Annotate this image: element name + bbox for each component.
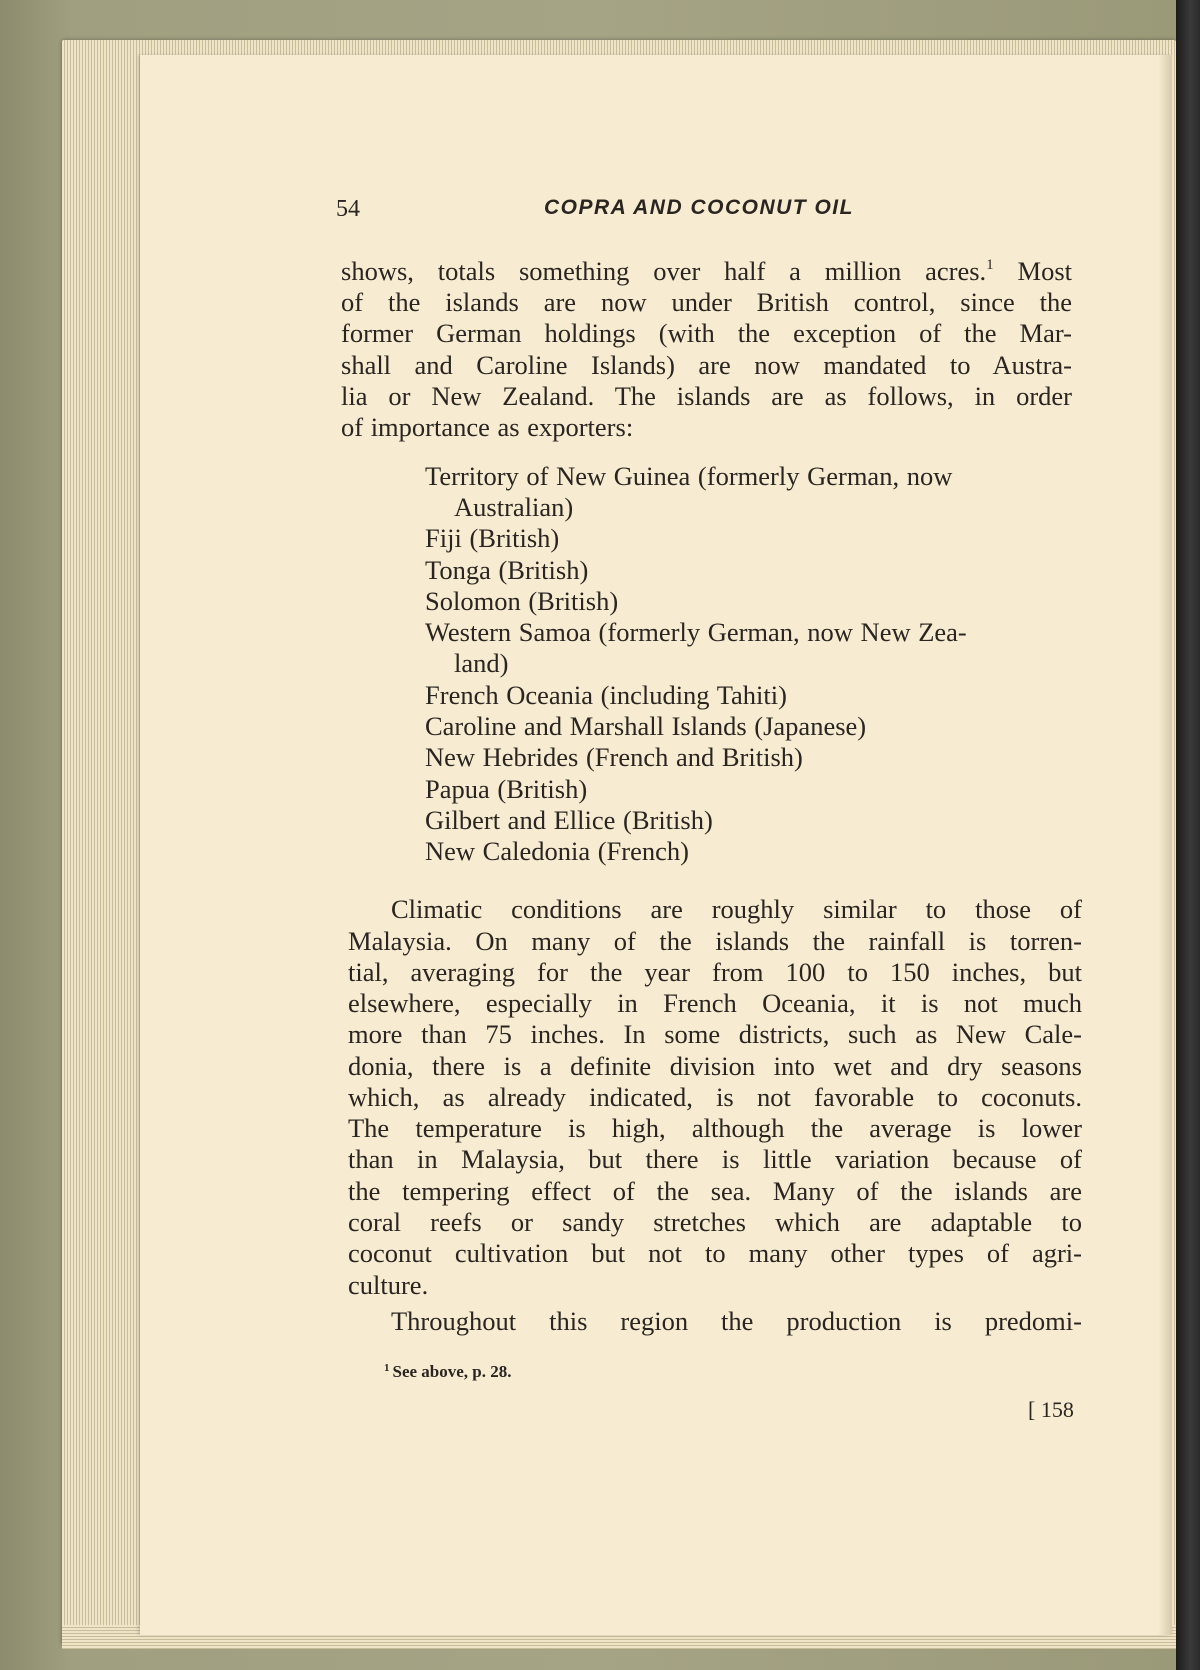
list-item: Western Samoa (formerly German, now New Zea- [425,617,967,647]
paragraph-1-line: shall and Caroline Islands) are now mandated to Austra- [341,350,1072,380]
list-item: Caroline and Marshall Islands (Japanese) [425,711,867,741]
list-item: New Caledonia (French) [425,836,689,866]
paragraph-1-line: former German holdings (with the exception of the Mar- [341,318,1072,348]
page-gutter-shadow [1158,55,1172,1635]
running-title: COPRA AND COCONUT OIL [544,196,854,219]
paragraph-1-line: shows, totals something over half a million acres.$^1$ Most [341,256,1072,286]
page-number: 54 [336,196,360,222]
paragraph-2-line: culture. [348,1270,429,1300]
paragraph-1-line: of the islands are now under British control, since the [341,287,1072,317]
footnote [384,1362,512,1382]
paragraph-2-line: The temperature is high, although the average is lower [348,1113,1082,1143]
paragraph-2-line: Malaysia. On many of the islands the rainfall is torren- [348,926,1082,956]
paragraph-2-line: the tempering effect of the sea. Many of the islands are [348,1176,1082,1206]
list-item: Australian) [454,492,574,522]
list-item: Papua (British) [425,774,588,804]
list-item: Territory of New Guinea (formerly German, now [425,461,953,491]
running-head [336,196,876,230]
paragraph-3-line: Throughout this region the production is predomi- [391,1306,1082,1336]
paragraph-2-line: than in Malaysia, but there is little variation because of [348,1144,1082,1174]
footnote-marker: 1 [384,1362,390,1374]
paragraph-1-line: of importance as exporters: [341,412,634,442]
paragraph-2-line: Climatic conditions are roughly similar to those of [391,894,1082,924]
list-item: French Oceania (including Tahiti) [425,680,787,710]
list-item: land) [454,648,509,678]
paragraph-2-line: elsewhere, especially in French Oceania, it is not much [348,988,1082,1018]
paragraph-2-line: coral reefs or sandy stretches which are adaptable to [348,1207,1082,1237]
list-item: New Hebrides (French and British) [425,742,803,772]
list-item: Gilbert and Ellice (British) [425,805,713,835]
list-item: Tonga (British) [425,555,589,585]
paragraph-2-line: donia, there is a definite division into wet and dry seasons [348,1051,1082,1081]
paragraph-1-line: lia or New Zealand. The islands are as follows, in order [341,381,1072,411]
list-item: Solomon (British) [425,586,619,616]
footnote-reference: 1 [986,257,994,273]
paragraph-2-line: tial, averaging for the year from 100 to 150 inches, but [348,957,1082,987]
paragraph-2-line: more than 75 inches. In some districts, such as New Cale- [348,1019,1082,1049]
paragraph-2-line: coconut cultivation but not to many other types of agri- [348,1238,1082,1268]
signature-mark: [ 158 [1028,1397,1074,1422]
background-right [1176,0,1200,1670]
list-item: Fiji (British) [425,523,560,553]
paragraph-2-line: which, as already indicated, is not favorable to coconuts. [348,1082,1082,1112]
footnote-text: See above, p. 28. [392,1362,512,1381]
